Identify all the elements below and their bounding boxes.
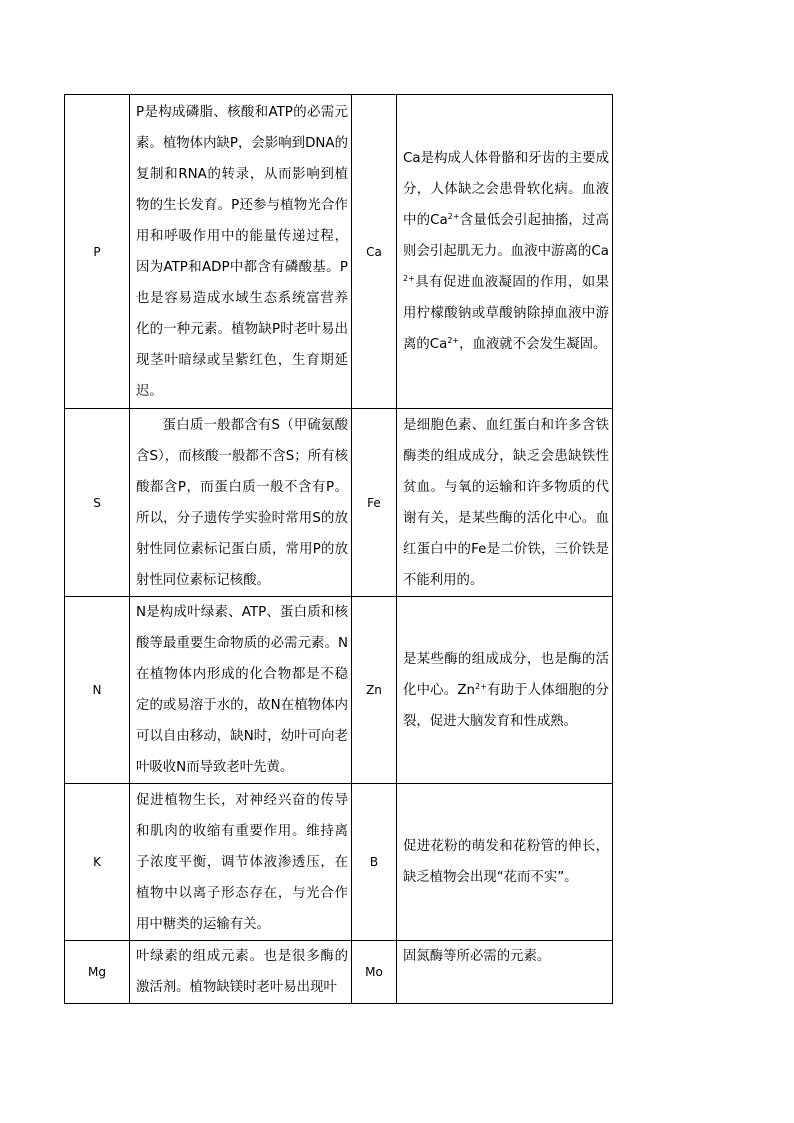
element-symbol: Ca — [366, 244, 382, 259]
table-row — [65, 784, 613, 941]
element-description: 促进花粉的萌发和花粉管的伸长，缺乏植物会出现“花而不实”。 — [403, 839, 609, 885]
element-symbol: Mo — [365, 965, 383, 979]
element-symbol: Fe — [367, 495, 381, 510]
element-description: 促进植物生长，对神经兴奋的传导和肌肉的收缩有重要作用。维持离子浓度平衡，调节体液渗透压，在植物中以离子形态存在，与光合作用中糖类的运输有关。 — [136, 792, 348, 932]
text-segment: 含量低会引起抽搐，过高则会引起肌无力。血液中游离的Ca — [403, 213, 609, 259]
ion-charge: 2+ — [447, 336, 460, 345]
element-description-cell — [130, 597, 352, 784]
element-description-cell — [130, 95, 352, 409]
element-symbol-cell — [352, 409, 397, 597]
element-symbol-cell — [65, 784, 130, 941]
element-symbol: Zn — [366, 683, 382, 697]
element-description: N是构成叶绿素、ATP、蛋白质和核酸等最重要生命物质的必需元素。N在植物体内形成的化合物都是不稳定的或易溶于水的，故N在植物体内可以自由移动，缺N时，幼叶可向老叶吸收N而导致老叶先黄。 — [136, 605, 348, 775]
table-row — [65, 409, 613, 597]
element-description: P是构成磷脂、核酸和ATP的必需元素。植物体内缺P，会影响到DNA的复制和RNA的转录，从而影响到植物的生长发育。P还参与植物光合作用和呼吸作用中的能量传递过程，因为ATP和ADP中都含有磷酸基。P也是容易造成水域生态系统富营养化的一种元素。植物缺P时老叶易出现茎叶暗绿或呈紫红色，生育期延迟。 — [136, 104, 348, 399]
element-description: 叶绿素的组成元素。也是很多酶的激活剂。植物缺镁时老叶易出现叶 — [136, 949, 348, 995]
element-description-cell — [397, 597, 613, 784]
table-row — [65, 941, 613, 1004]
text-segment: ，血液就不会发生凝固。 — [459, 337, 607, 352]
element-symbol-cell — [352, 784, 397, 941]
element-description — [403, 644, 609, 737]
element-description-cell — [397, 409, 613, 597]
element-symbol-cell — [65, 941, 130, 1004]
table-row — [65, 597, 613, 784]
element-symbol-cell — [65, 95, 130, 409]
element-description-cell — [130, 941, 352, 1004]
table-row — [65, 95, 613, 409]
text-segment: 具有促进血液凝固的作用，如果用柠檬酸钠或草酸钠除掉血液中游离的Ca — [403, 275, 609, 352]
element-symbol: Mg — [88, 965, 106, 979]
element-description: 蛋白质一般都含有S（甲硫氨酸含S），而核酸一般都不含S；所有核酸都含P，而蛋白质一般不含有P。所以，分子遗传学实验时常用S的放射性同位素标记蛋白质，常用P的放射性同位素标记核酸。 — [136, 417, 348, 588]
element-symbol-cell — [352, 597, 397, 784]
element-description: 是细胞色素、血红蛋白和许多含铁酶类的组成成分，缺乏会患缺铁性贫血。与氧的运输和许多物质的代谢有关，是某些酶的活化中心。血红蛋白中的Fe是二价铁，三价铁是不能利用的。 — [403, 417, 609, 588]
ion-charge: 2+ — [474, 681, 487, 691]
element-description-cell — [397, 95, 613, 409]
element-symbol-cell — [65, 409, 130, 597]
element-symbol: P — [93, 244, 101, 259]
ion-charge: 2+ — [403, 274, 415, 283]
text-segment: 有助于人体细胞的分裂，促进大脑发育和性成熟。 — [403, 682, 609, 729]
ion-charge: 2+ — [447, 212, 460, 221]
element-description-cell — [397, 941, 613, 1004]
element-description-cell — [397, 784, 613, 941]
element-description: 固氮酶等所必需的元素。 — [403, 949, 551, 964]
text-segment: 是某些酶的组成成分，也是酶的活化中心。Zn — [403, 651, 609, 698]
element-symbol: B — [369, 855, 379, 869]
element-symbol: K — [93, 855, 101, 869]
text-segment: Ca是构成人体骨骼和牙齿的主要成分，人体缺之会患骨软化病。血液中的Ca — [403, 151, 609, 228]
element-symbol-cell — [352, 941, 397, 1004]
element-symbol-cell — [352, 95, 397, 409]
element-function-table — [64, 94, 613, 1004]
element-description-cell — [130, 409, 352, 597]
element-description — [403, 143, 609, 360]
element-symbol-cell — [65, 597, 130, 784]
element-symbol: S — [93, 495, 101, 510]
element-symbol: N — [92, 683, 102, 697]
element-description-cell — [130, 784, 352, 941]
